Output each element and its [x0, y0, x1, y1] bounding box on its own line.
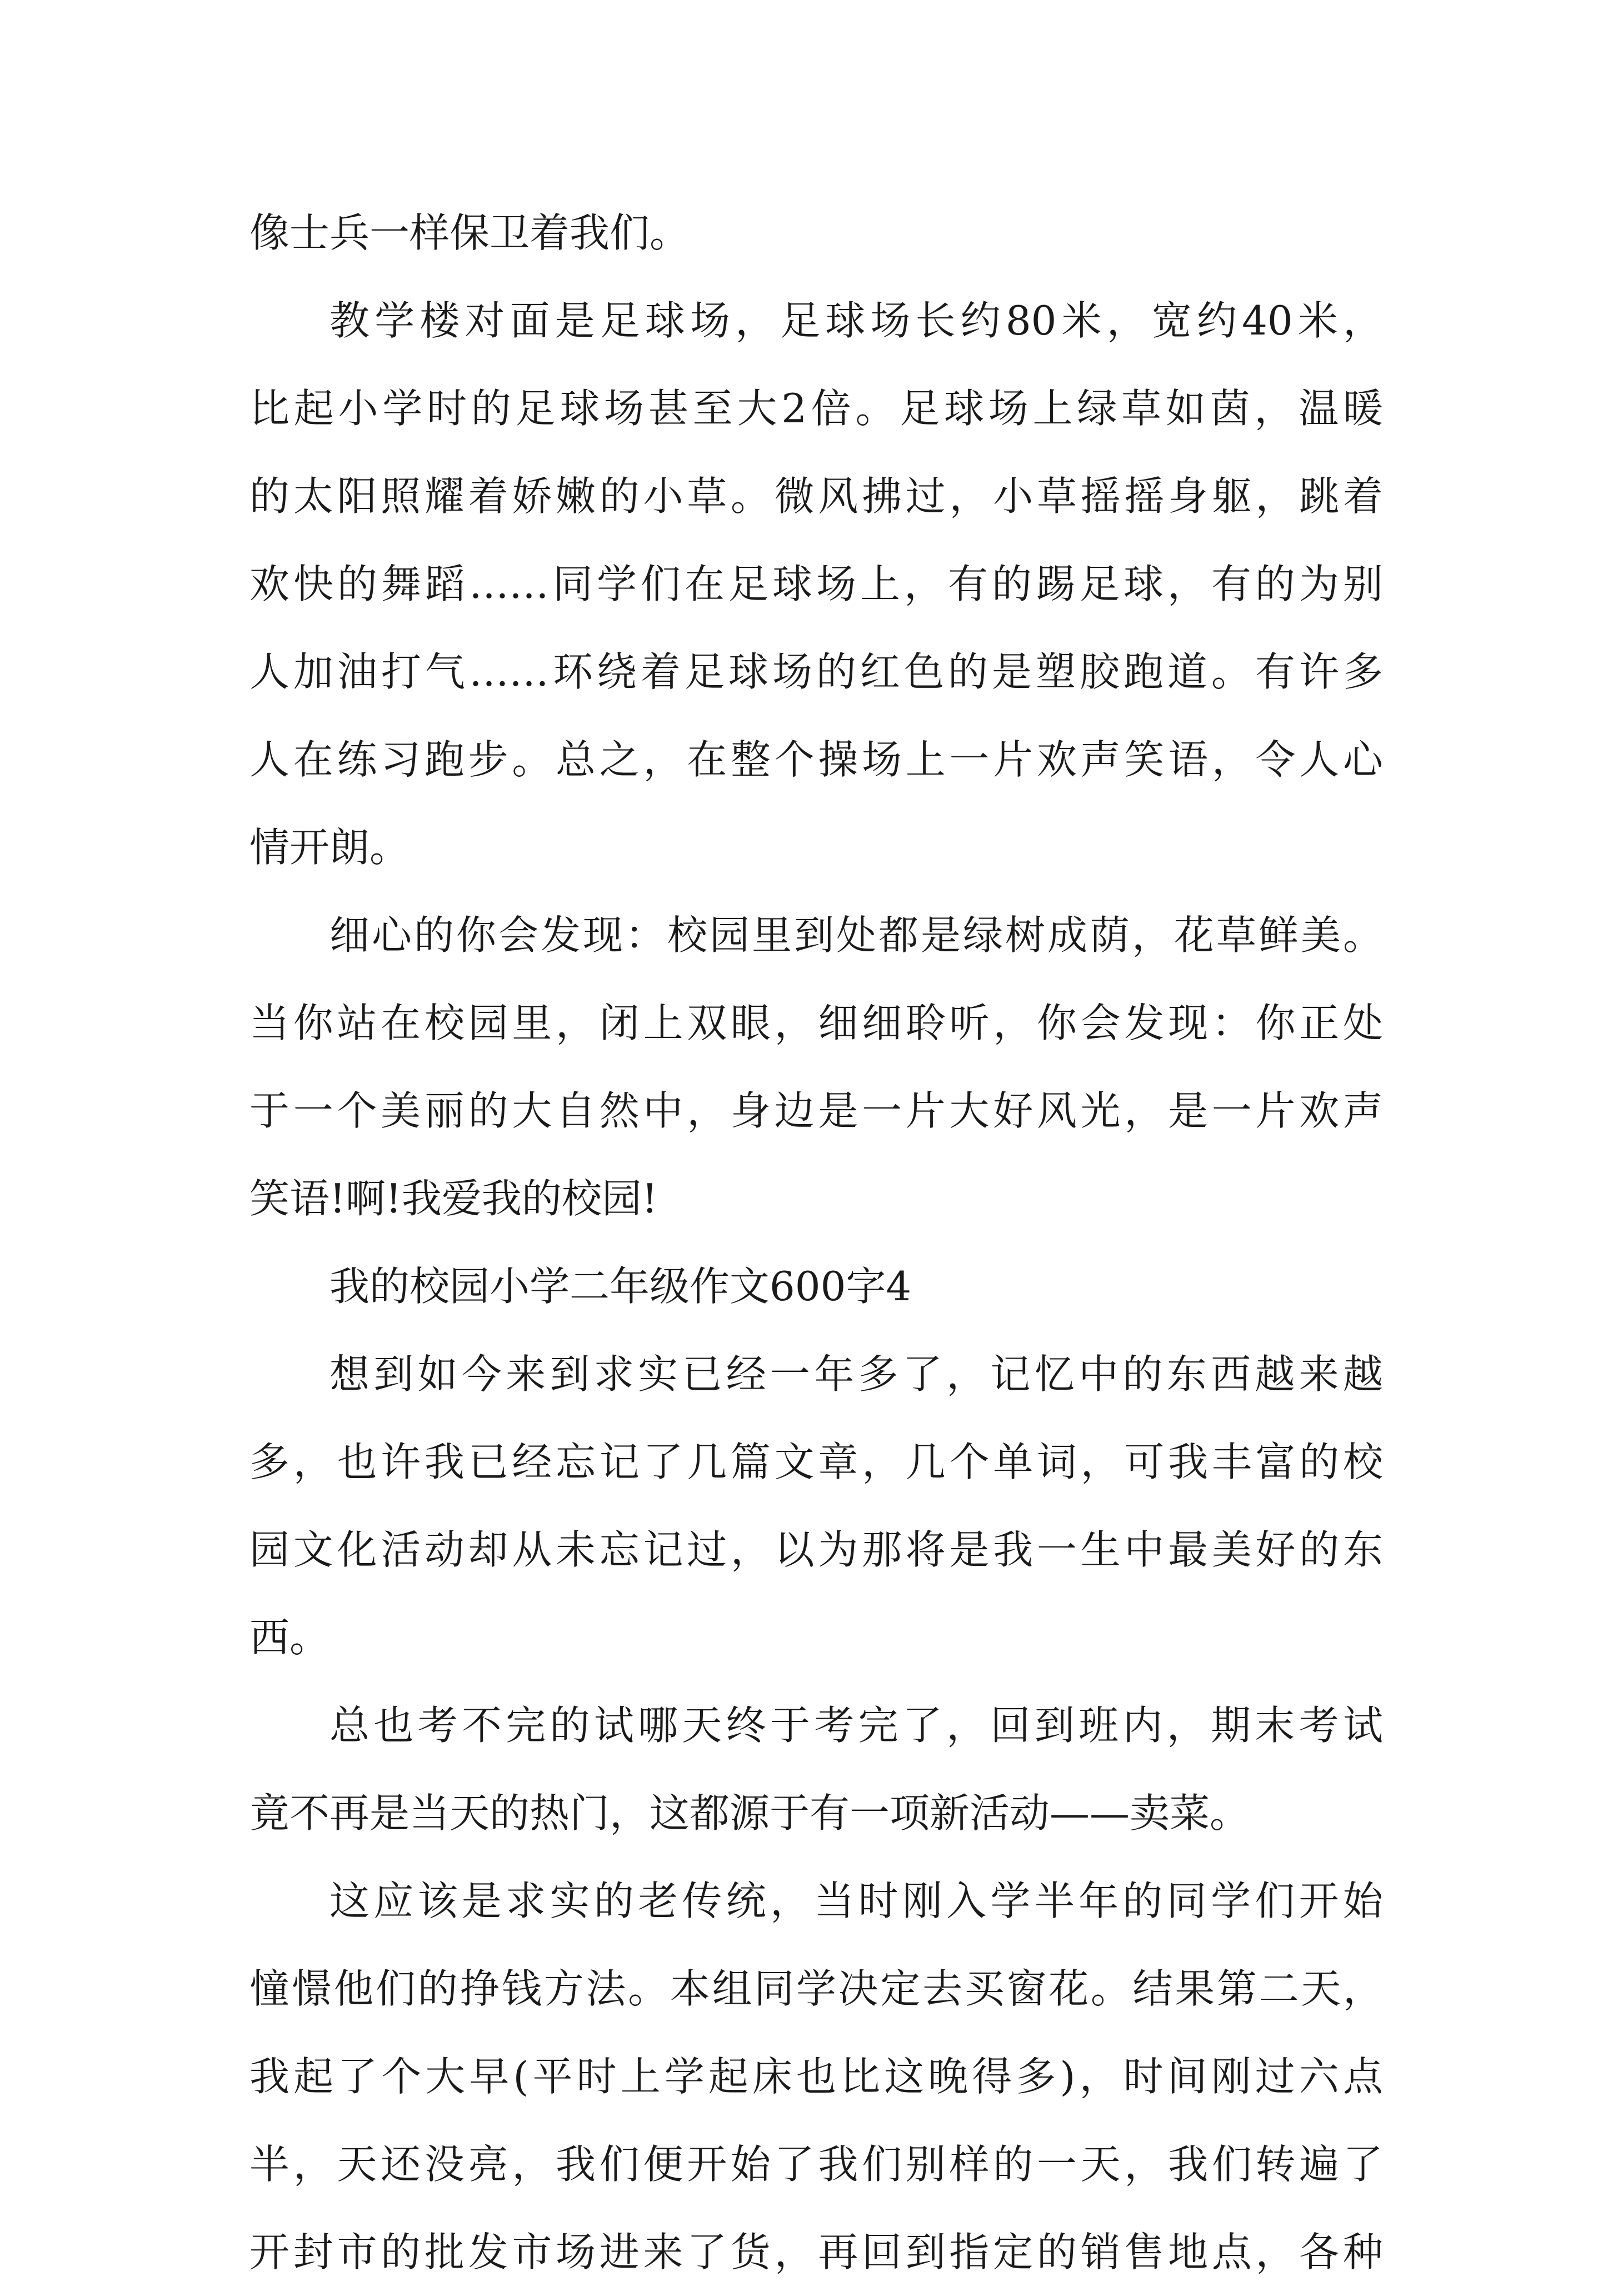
text-line: 情开朗。 — [249, 824, 410, 871]
text-line: 多，也许我已经忘记了几篇文章，几个单词，可我丰富的校 — [249, 1439, 1383, 1485]
text-line: 于一个美丽的大自然中，身边是一片大好风光，是一片欢声 — [249, 1087, 1383, 1134]
text-line: 开封市的批发市场进来了货，再回到指定的销售地点，各种 — [249, 2229, 1383, 2275]
paragraph-first-line: 总也考不完的试哪天终于考完了，回到班内，期末考试 — [329, 1702, 1383, 1749]
section-heading: 我的校园小学二年级作文600字4 — [329, 1263, 912, 1310]
paragraph-first-line: 细心的你会发现：校园里到处都是绿树成荫，花草鲜美。 — [329, 912, 1383, 959]
text-line: 人加油打气……环绕着足球场的红色的是塑胶跑道。有许多 — [249, 648, 1383, 695]
text-line: 竟不再是当天的热门，这都源于有一项新活动——卖菜。 — [249, 1790, 1250, 1836]
paragraph-first-line: 这应该是求实的老传统，当时刚入学半年的同学们开始 — [329, 1878, 1383, 1924]
text-line: 比起小学时的足球场甚至大2倍。足球场上绿草如茵，温暖 — [249, 385, 1383, 432]
essay-text — [249, 189, 1383, 2296]
text-line: 憧憬他们的挣钱方法。本组同学决定去买窗花。结果第二天， — [249, 1965, 1383, 2012]
text-line: 人在练习跑步。总之，在整个操场上一片欢声笑语，令人心 — [249, 736, 1383, 783]
paragraph-first-line: 教学楼对面是足球场，足球场长约80米，宽约40米， — [329, 297, 1383, 344]
text-line: 半，天还没亮，我们便开始了我们别样的一天，我们转遍了 — [249, 2141, 1383, 2188]
text-line: 当你站在校园里，闭上双眼，细细聆听，你会发现：你正处 — [249, 1000, 1383, 1046]
text-line: 欢快的舞蹈……同学们在足球场上，有的踢足球，有的为别 — [249, 561, 1383, 607]
text-line: 我起了个大早(平时上学起床也比这晚得多)，时间刚过六点 — [249, 2053, 1383, 2100]
text-line: 园文化活动却从未忘记过，以为那将是我一生中最美好的东 — [249, 1526, 1383, 1573]
text-line: 像士兵一样保卫着我们。 — [249, 209, 690, 256]
text-line: 笑语!啊!我爱我的校园! — [249, 1175, 658, 1222]
text-line: 的太阳照耀着娇嫩的小草。微风拂过，小草摇摇身躯，跳着 — [249, 473, 1383, 520]
paragraph-first-line: 想到如今来到求实已经一年多了，记忆中的东西越来越 — [329, 1351, 1383, 1397]
text-line: 西。 — [249, 1614, 330, 1661]
